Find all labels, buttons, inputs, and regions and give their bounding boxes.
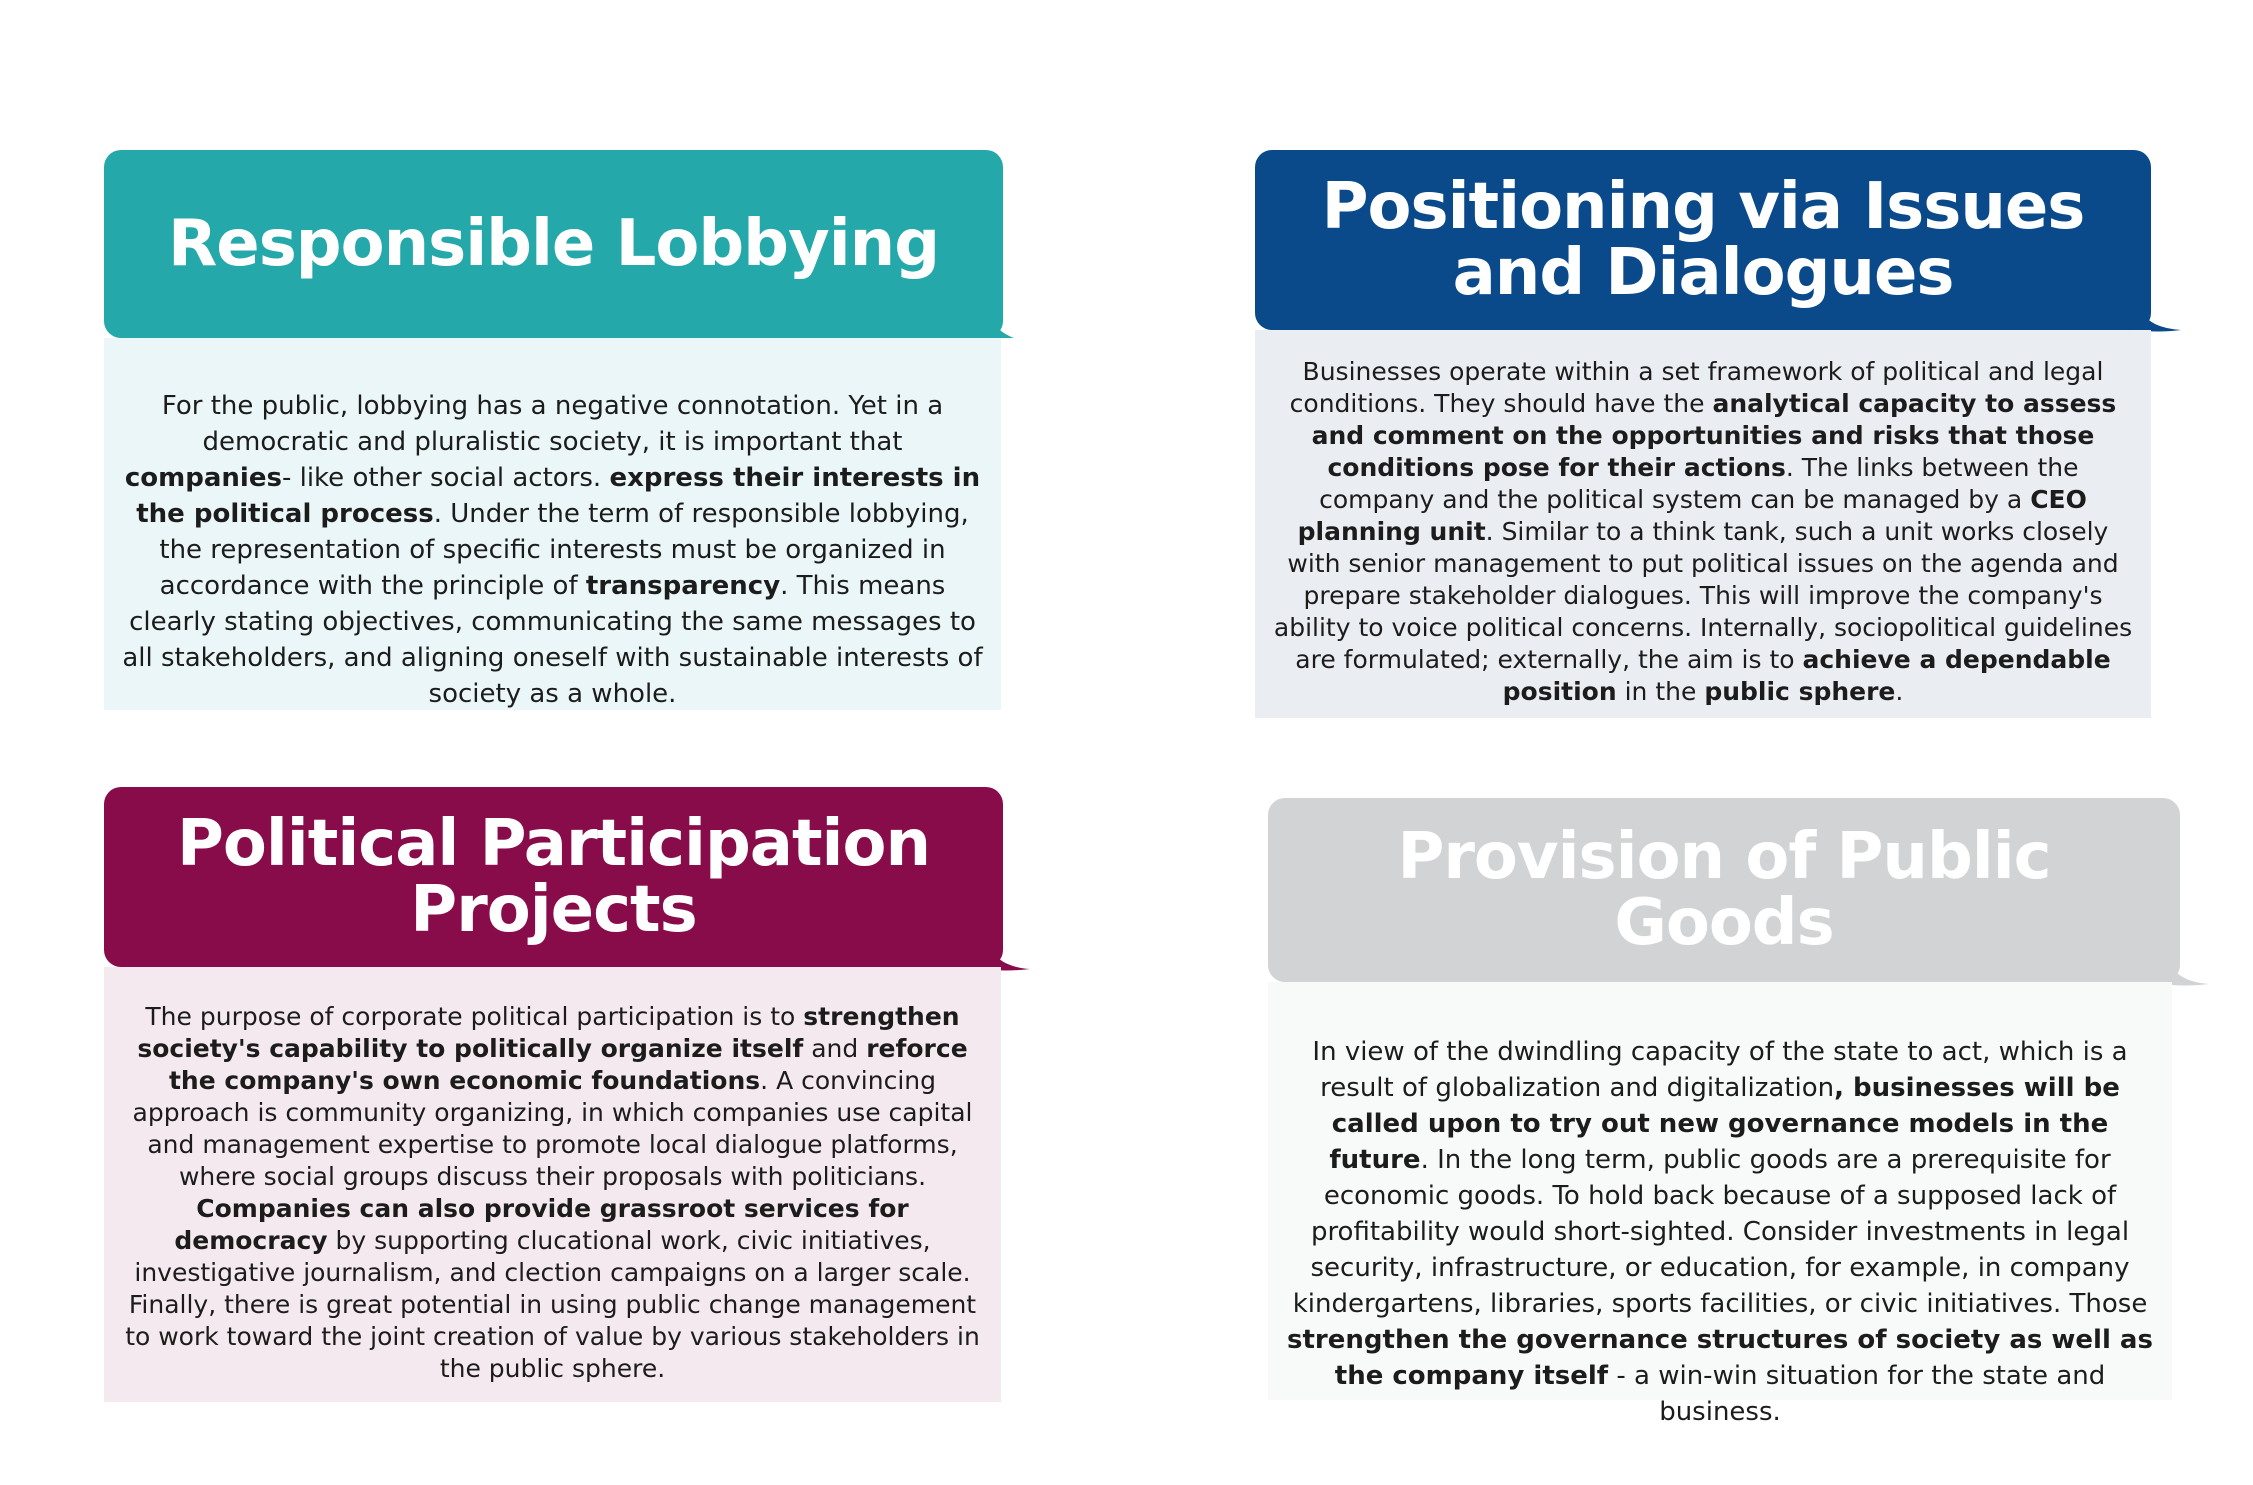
speech-bubble-tail — [984, 300, 1024, 340]
emphasis-text: strengthen the governance structures of society as well as the company itself — [1287, 1325, 2153, 1391]
card-body — [1268, 982, 2172, 1427]
emphasis-text: CEO planning unit — [1297, 485, 2087, 546]
emphasis-text: public sphere — [1704, 677, 1896, 706]
card-title: Provision of Public Goods — [1397, 820, 2051, 960]
body-text: - like other social actors. — [281, 463, 610, 493]
emphasis-text: achieve a dependable position — [1502, 645, 2111, 706]
body-text: . A convincing approach is community organizing, in which companies use capital and management expertise to promote local dialogue platforms, where social groups discuss their proposals with politicians. — [132, 1066, 973, 1191]
card-header — [104, 150, 1003, 338]
emphasis-text: , businesses will be called upon to try out new governance models in the future — [1329, 1073, 2120, 1175]
card-political-participation-projects — [104, 787, 1044, 1402]
card-body — [104, 967, 1001, 1402]
card-text — [120, 1001, 985, 1385]
card-text — [1286, 1034, 2154, 1430]
card-body — [104, 338, 1001, 710]
body-text: . In the long term, public goods are a prerequisite for economic goods. To hold back because of a supposed lack of profitability would short-sighted. Consider investments in legal security, infrastructure, or education, for example, in company kindergartens, libraries, sports facilities, or civic initiatives. Those — [1292, 1145, 2148, 1319]
emphasis-text: Companies can also provide grassroot services for democracy — [174, 1194, 909, 1255]
emphasis-text: express their interests in the political process — [136, 463, 981, 529]
body-text: Businesses operate within a set framework of political and legal conditions. They should have the — [1289, 357, 2104, 418]
card-title: Political Participation Projects — [176, 807, 931, 947]
card-body — [1255, 330, 2151, 718]
body-text: - a win-win situation for the state and business. — [1608, 1361, 2106, 1427]
emphasis-text: reforce the company's own economic foundations — [168, 1034, 968, 1095]
body-text: . Under the term of responsible lobbying, the representation of specific interests must be organized in accordance with the principle of — [159, 499, 969, 601]
body-text: . This means clearly stating objectives, communicating the same messages to all stakeholders, and aligning oneself with sustainable interests of society as a whole. — [122, 571, 983, 709]
card-responsible-lobbying — [104, 150, 1024, 710]
body-text: . The links between the company and the political system can be managed by a — [1319, 453, 2079, 514]
card-text — [120, 388, 985, 712]
card-header — [1268, 798, 2180, 982]
card-provision-public-goods — [1268, 798, 2228, 1427]
body-text: . Similar to a think tank, such a unit works closely with senior management to put political issues on the agenda and prepare stakeholder dialogues. This will improve the company's ability to voice political concerns. Internally, sociopolitical guidelines are formulated; externally, the aim is to — [1273, 517, 2133, 674]
emphasis-text: transparency — [585, 571, 781, 601]
body-text: For the public, lobbying has a negative connotation. Yet in a democratic and pluralistic society, it is important that — [161, 391, 944, 457]
card-title: Responsible Lobbying — [168, 207, 939, 281]
card-header — [1255, 150, 2151, 330]
card-title: Positioning via Issues and Dialogues — [1321, 170, 2085, 310]
speech-bubble-tail — [2135, 300, 2185, 334]
body-text: by supporting clucational work, civic initiatives, investigative journalism, and clection campaigns on a larger scale. Finally, there is great potential in using public change management to work toward the joint creation of value by various stakeholders in the public sphere. — [125, 1226, 980, 1383]
emphasis-text: companies — [124, 463, 282, 493]
card-header — [104, 787, 1003, 967]
body-text: . — [1895, 677, 1904, 706]
body-text: The purpose of corporate political participation is to — [145, 1002, 804, 1031]
emphasis-text: analytical capacity to assess and comment on the opportunities and risks that those conditions pose for their actions — [1311, 389, 2117, 482]
body-text: and — [803, 1034, 867, 1063]
card-text — [1271, 356, 2135, 708]
card-positioning-issues-dialogues — [1255, 150, 2195, 718]
emphasis-text: strengthen society's capability to politically organize itself — [137, 1002, 960, 1063]
body-text: In view of the dwindling capacity of the state to act, which is a result of globalization and digitalization — [1312, 1037, 2128, 1103]
body-text: in the — [1616, 677, 1705, 706]
